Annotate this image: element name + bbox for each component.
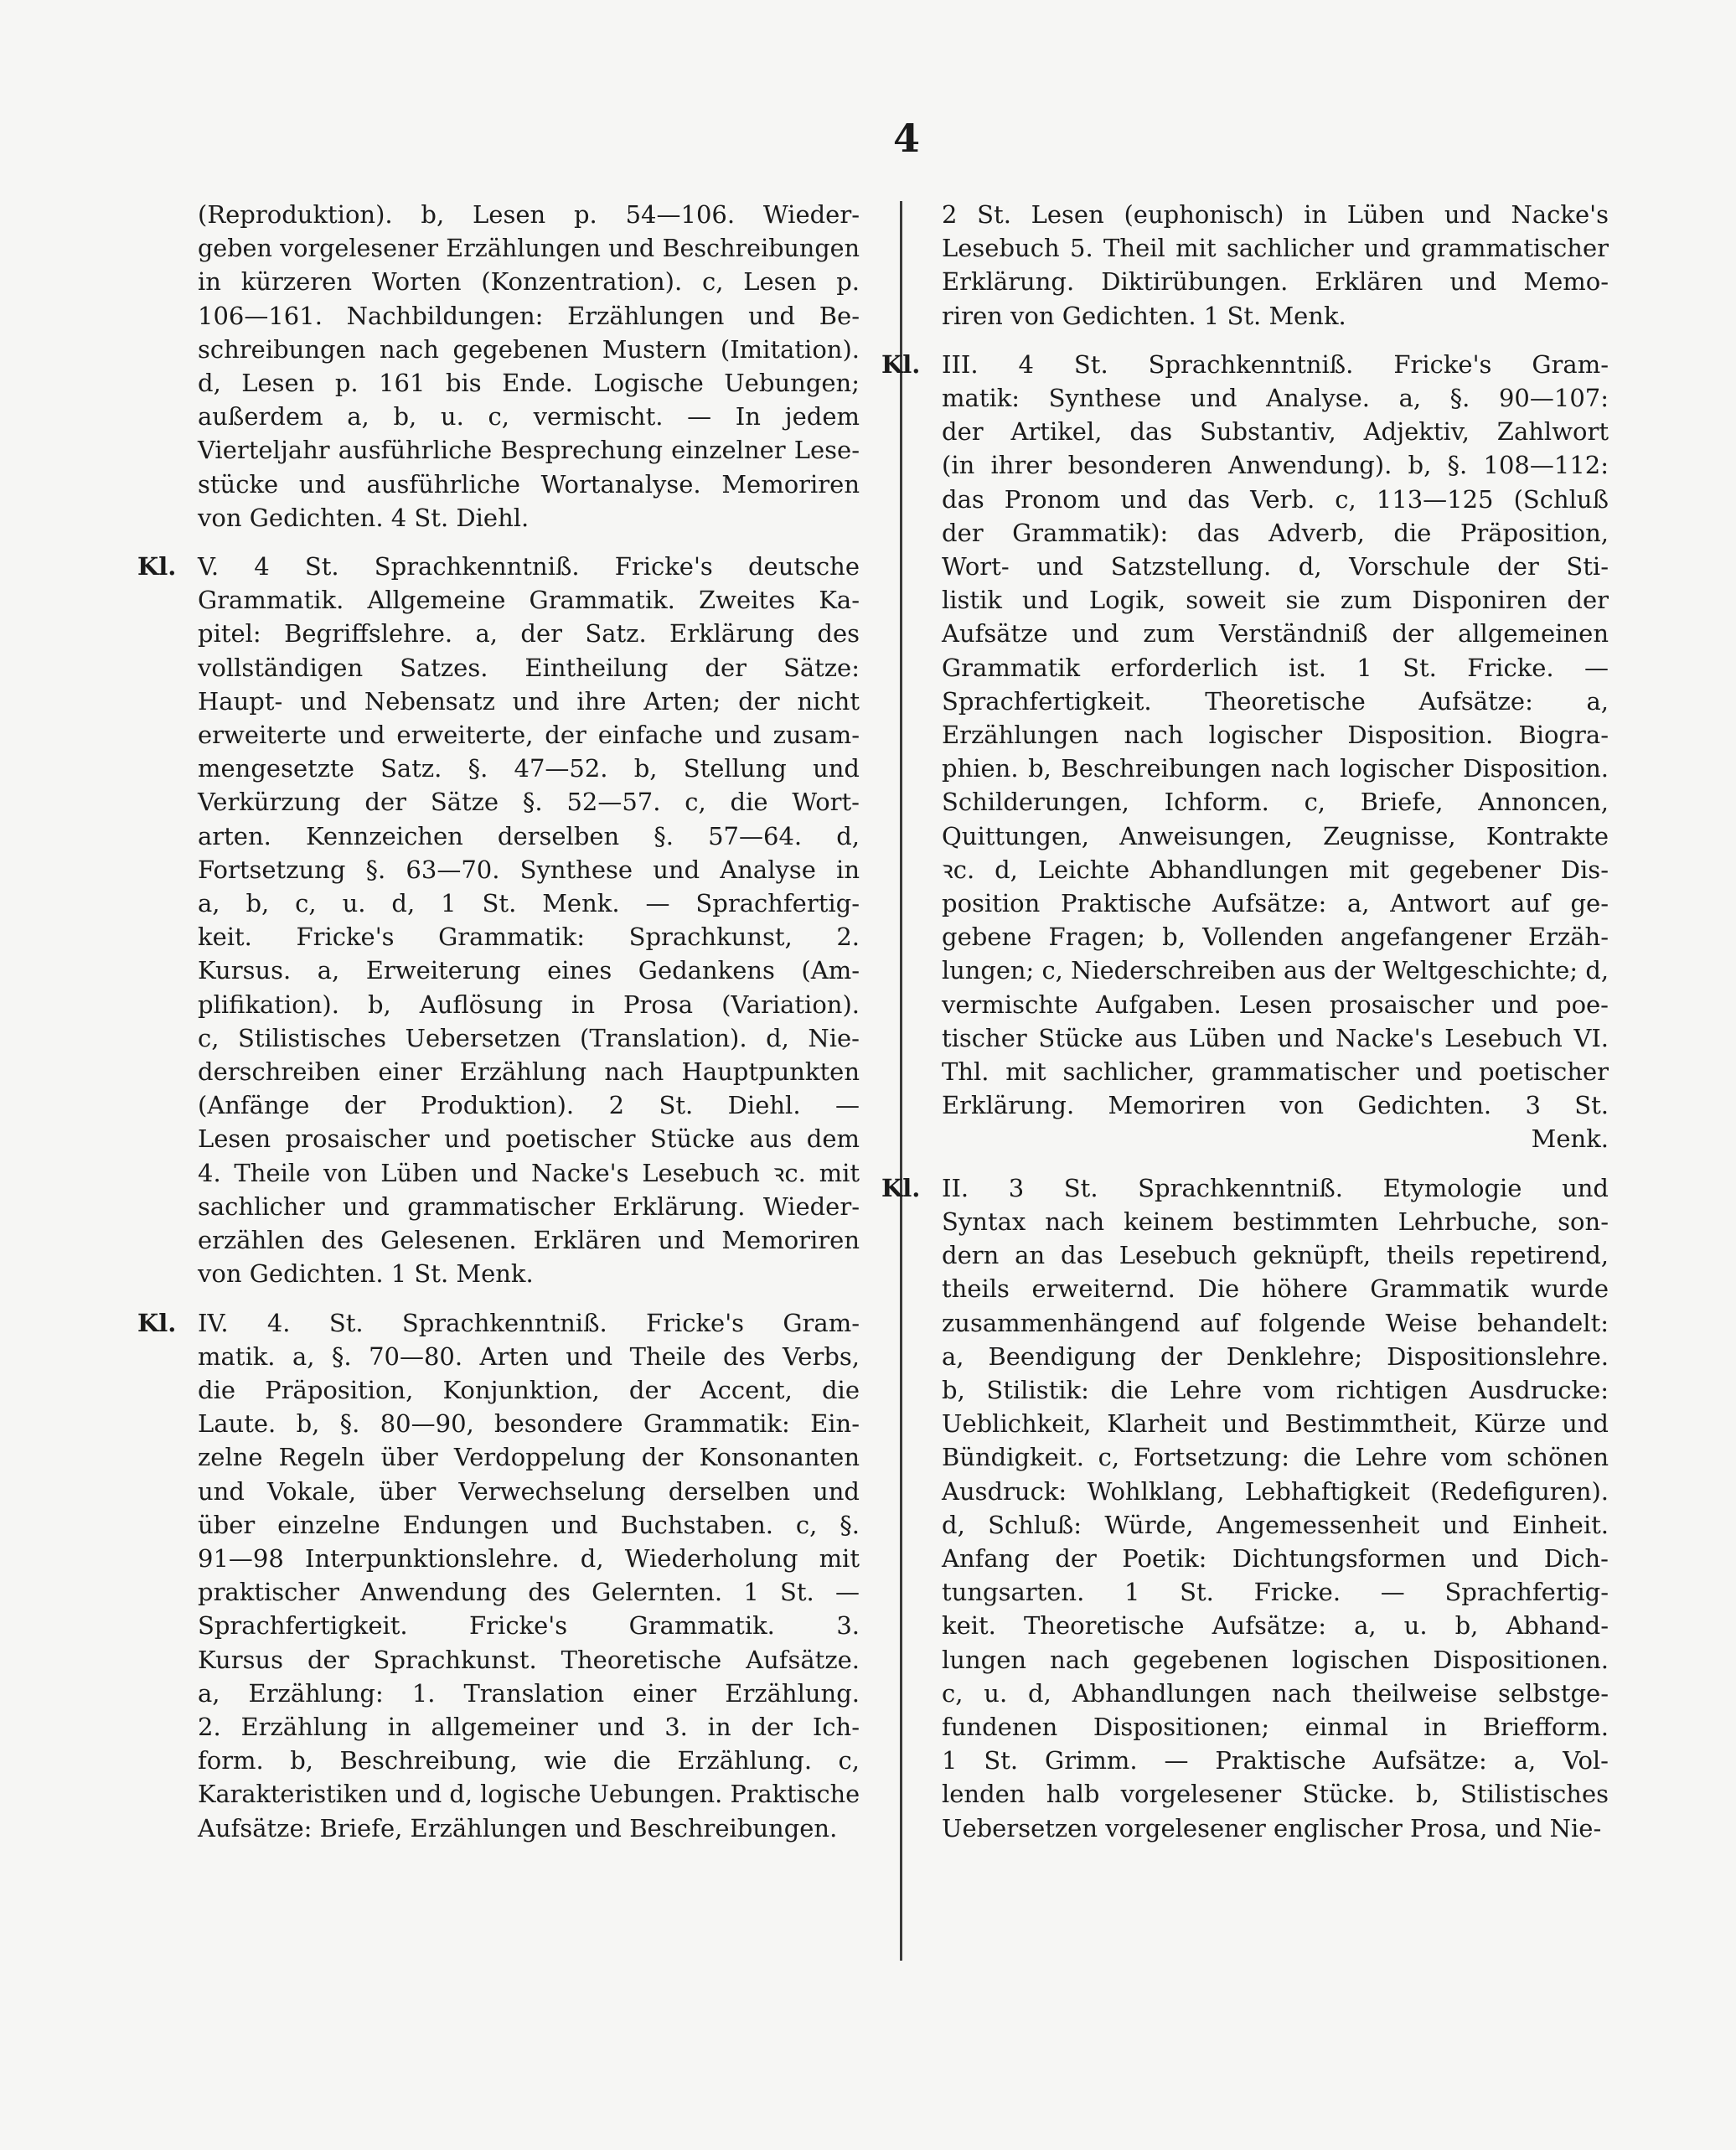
text-line: Karakteristiken und d, logische Uebungen. Praktische — [198, 1780, 860, 1809]
text-line: außerdem a, b, u. c, vermischt. — In jedem — [198, 402, 860, 432]
class-label: Kl. — [137, 1308, 177, 1337]
text-line: a, Beendigung der Denklehre; Dispositionslehre. — [942, 1341, 1609, 1371]
paragraph — [137, 550, 860, 1290]
text-line: a, Erzählung: 1. Translation einer Erzählung. — [198, 1678, 860, 1708]
text-line: schreibungen nach gegebenen Mustern (Imitation). — [198, 334, 860, 364]
text-line: Aufsätze und zum Verständniß der allgemeinen — [942, 619, 1609, 649]
text-line: vermischte Aufgaben. Lesen prosaischer und poe- — [942, 990, 1609, 1019]
text-line: (Anfänge der Produktion). 2 St. Diehl. — — [198, 1091, 860, 1120]
text-line: erweiterte und erweiterte, der einfache und zusam- — [198, 721, 860, 750]
text-line: Uebersetzen vorgelesener englischer Prosa, und Nie- — [942, 1813, 1602, 1842]
text-line: die Präposition, Konjunktion, der Accent, die — [198, 1375, 860, 1404]
class-label: Kl. — [137, 552, 177, 581]
text-line: Syntax nach keinem bestimmten Lehrbuche, son- — [942, 1207, 1609, 1236]
text-line: form. b, Beschreibung, wie die Erzählung. c, — [198, 1746, 860, 1775]
text-line: Grammatik. Allgemeine Grammatik. Zweites Ka- — [198, 586, 860, 615]
text-line: keit. Theoretische Aufsätze: a, u. b, Abhand- — [942, 1611, 1609, 1641]
text-line: Kursus. a, Erweiterung eines Gedankens (Am- — [198, 956, 860, 985]
text-line: mengesetzte Satz. §. 47—52. b, Stellung und — [198, 754, 860, 783]
text-line: d, Lesen p. 161 bis Ende. Logische Uebungen; — [198, 369, 860, 398]
text-line: Thl. mit sachlicher, grammatischer und poetischer — [942, 1057, 1609, 1087]
text-line: und Vokale, über Verwechselung derselben und — [198, 1476, 860, 1506]
text-line: Erklärung. Memoriren von Gedichten. 3 St. — [942, 1091, 1609, 1120]
text-line: Grammatik erforderlich ist. 1 St. Fricke. — — [942, 653, 1609, 682]
text-line: in kürzeren Worten (Konzentration). c, Lesen p. — [198, 267, 860, 297]
text-line: Menk. — [1531, 1124, 1609, 1154]
text-line: der Grammatik): das Adverb, die Präposition, — [942, 518, 1609, 547]
text-line: 2 St. Lesen (euphonisch) in Lüben und Nacke's — [942, 200, 1609, 229]
text-line: plifikation). b, Auflösung in Prosa (Variation). — [198, 990, 860, 1019]
text-line: (in ihrer besonderen Anwendung). b, §. 108—112: — [942, 451, 1609, 480]
paragraph — [881, 348, 1609, 1156]
text-line: c, Stilistisches Uebersetzen (Translation). d, Nie- — [198, 1023, 860, 1052]
text-line: erzählen des Gelesenen. Erklären und Memoriren — [198, 1226, 860, 1255]
text-line: Ueblichkeit, Klarheit und Bestimmtheit, Kürze und — [942, 1409, 1609, 1439]
text-line: Schilderungen, Ichform. c, Briefe, Annoncen, — [942, 788, 1609, 817]
text-line: sachlicher und grammatischer Erklärung. Wieder- — [198, 1191, 860, 1221]
text-line: Vierteljahr ausführliche Besprechung einzelner Lese- — [198, 436, 860, 465]
text-line: geben vorgelesener Erzählungen und Beschreibungen — [198, 234, 860, 263]
text-line: d, Schluß: Würde, Angemessenheit und Einheit. — [942, 1510, 1609, 1539]
text-line: 91—98 Interpunktionslehre. d, Wiederholung mit — [198, 1543, 860, 1573]
text-line: gebene Fragen; b, Vollenden angefangener Erzäh- — [942, 923, 1609, 952]
text-line: listik und Logik, soweit sie zum Disponiren der — [942, 586, 1609, 615]
left-column — [137, 198, 860, 1845]
text-line: 4. Theile von Lüben und Nacke's Lesebuch ꝛc. mit — [198, 1158, 860, 1187]
text-line: Wort- und Satzstellung. d, Vorschule der Sti- — [942, 552, 1609, 581]
text-line: Aufsätze: Briefe, Erzählungen und Beschreibungen. — [198, 1813, 838, 1842]
text-line: Lesen prosaischer und poetischer Stücke aus dem — [198, 1124, 860, 1154]
text-line: Haupt- und Nebensatz und ihre Arten; der nicht — [198, 686, 860, 716]
text-line: 1 St. Grimm. — Praktische Aufsätze: a, Vol- — [942, 1746, 1609, 1775]
text-line: Sprachfertigkeit. Theoretische Aufsätze: a, — [942, 686, 1609, 716]
text-line: derschreiben einer Erzählung nach Hauptpunkten — [198, 1057, 860, 1087]
text-line: Fortsetzung §. 63—70. Synthese und Analyse in — [198, 855, 860, 884]
text-line: pitel: Begriffslehre. a, der Satz. Erklärung des — [198, 619, 860, 649]
text-line: position Praktische Aufsätze: a, Antwort auf ge- — [942, 889, 1609, 918]
text-line: Ausdruck: Wohlklang, Lebhaftigkeit (Redefiguren). — [942, 1476, 1609, 1506]
text-line: lungen nach gegebenen logischen Dispositionen. — [942, 1645, 1609, 1674]
text-line: praktischer Anwendung des Gelernten. 1 St. — — [198, 1578, 860, 1607]
text-line: tischer Stücke aus Lüben und Nacke's Lesebuch VI. — [942, 1023, 1609, 1052]
text-line: von Gedichten. 4 St. Diehl. — [198, 503, 530, 532]
text-line: c, u. d, Abhandlungen nach theilweise selbstge- — [942, 1678, 1609, 1708]
text-line: Bündigkeit. c, Fortsetzung: die Lehre vom schönen — [942, 1443, 1609, 1472]
text-line: (Reproduktion). b, Lesen p. 54—106. Wieder- — [198, 200, 860, 229]
text-line: Kursus der Sprachkunst. Theoretische Aufsätze. — [198, 1645, 860, 1674]
text-line: über einzelne Endungen und Buchstaben. c, §. — [198, 1510, 860, 1539]
text-line: ꝛc. d, Leichte Abhandlungen mit gegebener Dis- — [942, 855, 1609, 884]
text-line: Laute. b, §. 80—90, besondere Grammatik: Ein- — [198, 1409, 860, 1439]
text-line: lungen; c, Niederschreiben aus der Weltgeschichte; d, — [942, 956, 1609, 985]
text-line: lenden halb vorgelesener Stücke. b, Stilistisches — [942, 1780, 1609, 1809]
text-line: der Artikel, das Substantiv, Adjektiv, Zahlwort — [942, 417, 1609, 447]
text-line: das Pronom und das Verb. c, 113—125 (Schluß — [942, 484, 1609, 514]
text-line: vollständigen Satzes. Eintheilung der Sätze: — [198, 653, 860, 682]
text-line: matik. a, §. 70—80. Arten und Theile des Verbs, — [198, 1341, 860, 1371]
text-line: riren von Gedichten. 1 St. Menk. — [942, 301, 1346, 330]
text-line: a, b, c, u. d, 1 St. Menk. — Sprachfertig- — [198, 889, 860, 918]
text-line: Lesebuch 5. Theil mit sachlicher und grammatischer — [942, 234, 1609, 263]
text-line: III. 4 St. Sprachkenntniß. Fricke's Gram- — [942, 349, 1609, 379]
text-line: keit. Fricke's Grammatik: Sprachkunst, 2. — [198, 923, 860, 952]
class-label: Kl. — [881, 1173, 921, 1202]
text-line: arten. Kennzeichen derselben §. 57—64. d, — [198, 821, 860, 850]
text-line: matik: Synthese und Analyse. a, §. 90—107: — [942, 384, 1609, 413]
paragraph — [881, 1171, 1609, 1845]
text-line: Sprachfertigkeit. Fricke's Grammatik. 3. — [198, 1611, 860, 1641]
text-line: von Gedichten. 1 St. Menk. — [198, 1259, 534, 1289]
text-line: zelne Regeln über Verdoppelung der Konsonanten — [198, 1443, 860, 1472]
text-line: Anfang der Poetik: Dichtungsformen und Dich- — [942, 1543, 1609, 1573]
text-line: Verkürzung der Sätze §. 52—57. c, die Wort- — [198, 788, 860, 817]
text-line: dern an das Lesebuch geknüpft, theils repetirend, — [942, 1241, 1609, 1270]
page-number: 4 — [893, 116, 921, 161]
text-line: 106—161. Nachbildungen: Erzählungen und Be- — [198, 301, 860, 330]
text-line: II. 3 St. Sprachkenntniß. Etymologie und — [942, 1173, 1609, 1202]
paragraph — [942, 198, 1609, 333]
text-line: 2. Erzählung in allgemeiner und 3. in der Ich- — [198, 1712, 860, 1741]
paragraph — [198, 198, 860, 535]
text-line: theils erweiternd. Die höhere Grammatik wurde — [942, 1274, 1609, 1304]
text-line: phien. b, Beschreibungen nach logischer Disposition. — [942, 754, 1609, 783]
text-line: IV. 4. St. Sprachkenntniß. Fricke's Gram- — [198, 1308, 860, 1337]
text-line: V. 4 St. Sprachkenntniß. Fricke's deutsche — [198, 552, 860, 581]
text-line: fundenen Dispositionen; einmal in Briefform. — [942, 1712, 1609, 1741]
text-line: b, Stilistik: die Lehre vom richtigen Ausdrucke: — [942, 1375, 1609, 1404]
text-line: stücke und ausführliche Wortanalyse. Memoriren — [198, 469, 860, 499]
right-column — [881, 198, 1609, 1845]
class-label: Kl. — [881, 349, 921, 379]
text-line: tungsarten. 1 St. Fricke. — Sprachfertig- — [942, 1578, 1609, 1607]
text-line: Erklärung. Diktirübungen. Erklären und Memo- — [942, 267, 1609, 297]
paragraph — [137, 1306, 860, 1845]
text-line: zusammenhängend auf folgende Weise behandelt: — [942, 1308, 1609, 1337]
column-divider — [900, 201, 902, 1961]
text-line: Quittungen, Anweisungen, Zeugnisse, Kontrakte — [942, 821, 1609, 850]
text-line: Erzählungen nach logischer Disposition. Biogra- — [942, 721, 1609, 750]
